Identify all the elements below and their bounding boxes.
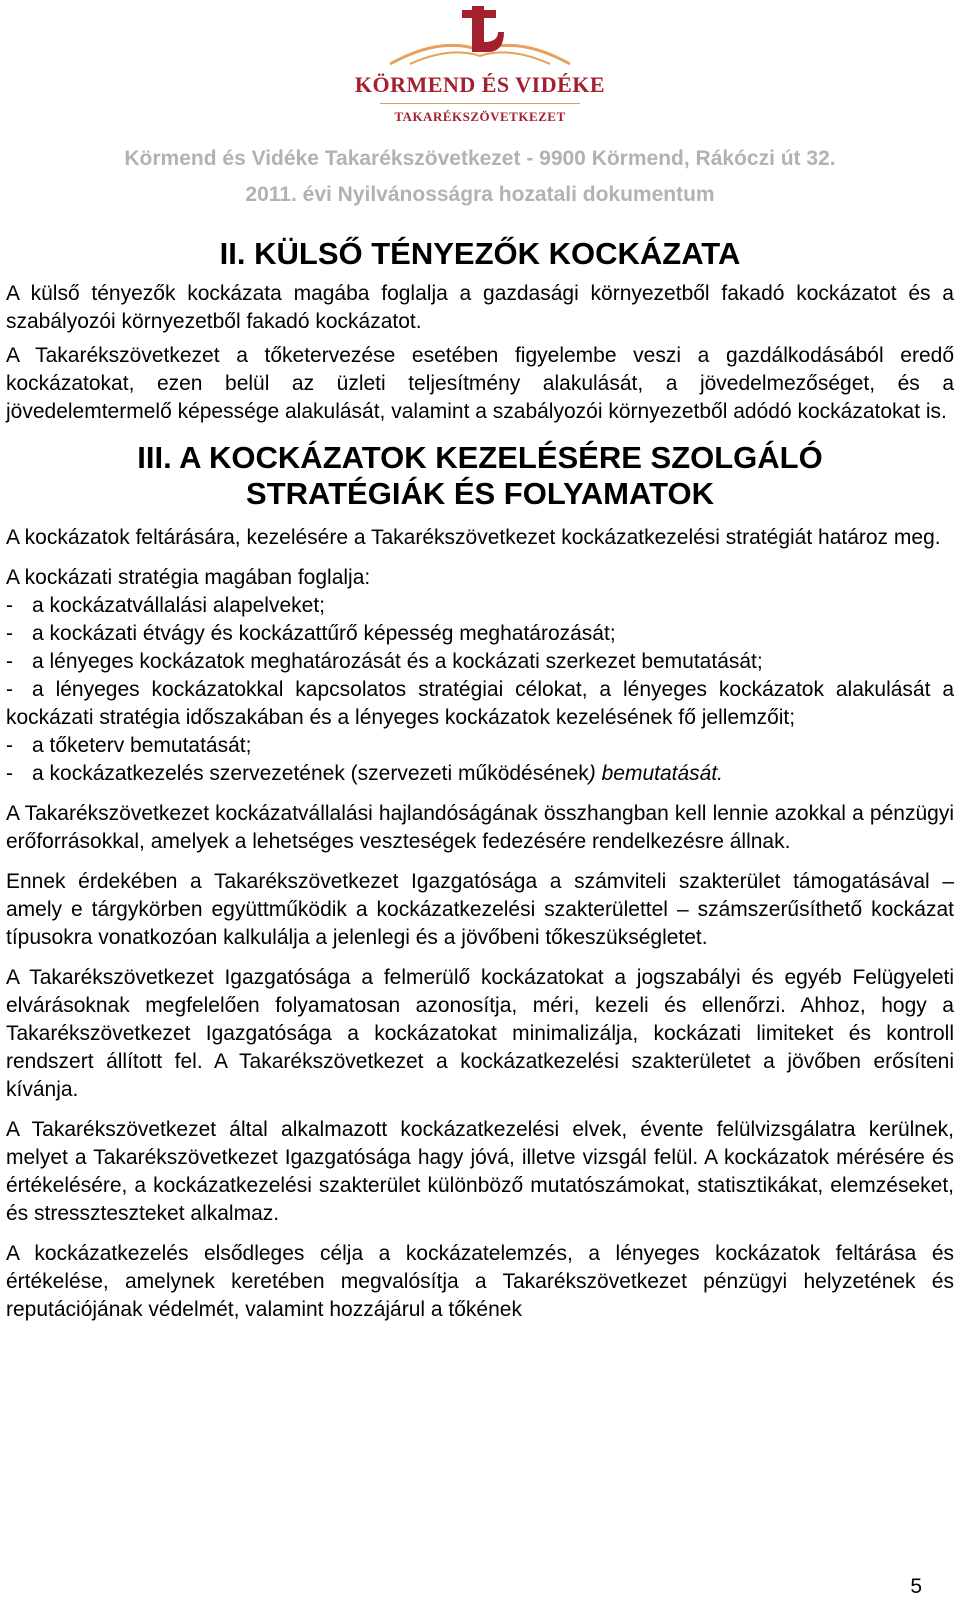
- section-3-title: [6, 440, 954, 512]
- paragraph: A Takarékszövetkezet Igazgatósága a felmerülő kockázatokat a jogszabályi és egyéb Felügyeleti elvárásoknak megfelelően folyamatosan azonosítja, méri, kezeli és ellenőrzi. Ahhoz, hogy a Takarékszövetkezet Igazgatósága a kockázatokat minimalizálja, kockázati limiteket és kontroll rendszert állított fel. A Takarékszövetkezet a kockázatkezelési szakterületet a jövőben erősíteni kívánja.: [6, 966, 954, 1101]
- section-3-title-line2: STRATÉGIÁK ÉS FOLYAMATOK: [246, 476, 714, 511]
- list-intro: A kockázati stratégia magában foglalja:: [6, 566, 371, 589]
- paragraph: A Takarékszövetkezet által alkalmazott kockázatkezelési elvek, évente felülvizsgálatra kerülnek, melyet a Takarékszövetkezet Igazgatósága hagy jóvá, illetve vizsgál felül. A kockázatok mérésére és értékelésére, a kockázatkezelési szakterület különböző mutatószámokat, statisztikákat, elemzéseket, és stressztesztеket alkalmaz.: [6, 1118, 954, 1225]
- section-3-title-line1: III. A KOCKÁZATOK KEZELÉSÉRE SZOLGÁLÓ: [137, 440, 823, 475]
- header-address: Körmend és Vidéke Takarékszövetkezet - 9900 Körmend, Rákóczi út 32.: [124, 147, 836, 170]
- list-item: - a lényeges kockázatokkal kapcsolatos stratégiai célokat, a lényeges kockázatok alakulását a kockázati stratégia időszakában és a lényeges kockázatok kezelésének fő jellemzőit;: [6, 678, 954, 729]
- list-item: - a tőketerv bemutatását;: [6, 734, 252, 757]
- list-item: - a kockázatvállalási alapelveket;: [6, 594, 325, 617]
- header-document-title: 2011. évi Nyilvánosságra hozatali dokumentum: [245, 183, 715, 206]
- list-item: - a kockázatkezelés szervezetének (szervezeti működésének) bemutatását.: [6, 762, 724, 785]
- strategy-list: [6, 592, 954, 788]
- paragraph: A Takarékszövetkezet a tőketervezése esetében figyelembe veszi a gazdálkodásából eredő kockázatokat, ezen belül az üzleti teljesítmény alakulását, a jövedelmezőséget, és a jövedelemtermelő képessége alakulását, valamint a szabályozói környezetből adódó kockázatokat is.: [6, 344, 954, 423]
- logo-name: KÖRMEND ÉS VIDÉKE: [354, 72, 606, 97]
- paragraph: A Takarékszövetkezet kockázatvállalási hajlandóságának összhangban kell lennie azokkal a pénzügyi erőforrásokkal, amelyek a lehetséges veszteségek fedezésére rendelkezésre állnak.: [6, 802, 954, 853]
- list-item: - a lényeges kockázatok meghatározását és a kockázati szerkezet bemutatását;: [6, 650, 763, 673]
- paragraph: A külső tényezők kockázata magába foglalja a gazdasági környezetből fakadó kockázatot és a szabályozói környezetből fakadó kockázatot.: [6, 282, 954, 333]
- logo: [0, 6, 960, 124]
- paragraph: Ennek érdekében a Takarékszövetkezet Igazgatósága a számviteli szakterület támogatásával – amely e tárgykörben együttműködik a kockázatkezelési szakterülettel – számszerűsíthető kockázat típusokra vonatkozóan kalkulálja a jelenlegi és a jövőbeni tőkeszükségletet.: [6, 870, 954, 949]
- list-item: - a kockázati étvágy és kockázattűrő képesség meghatározását;: [6, 622, 616, 645]
- logo-mark-icon: [380, 6, 580, 68]
- logo-divider: [380, 103, 580, 104]
- paragraph: A kockázatok feltárására, kezelésére a Takarékszövetkezet kockázatkezelési stratégiát határoz meg.: [6, 526, 941, 549]
- document-body: [6, 230, 954, 1324]
- logo-subtitle: TAKARÉKSZÖVETKEZET: [394, 109, 566, 124]
- page-number: 5: [910, 1575, 922, 1598]
- section-2-title: II. KÜLSŐ TÉNYEZŐK KOCKÁZATA: [219, 236, 741, 271]
- paragraph: A kockázatkezelés elsődleges célja a kockázatelemzés, a lényeges kockázatok feltárása és értékelése, amelynek keretében megvalósítja a Takarékszövetkezet pénzügyi helyzetének és reputációjának védelmét, valamint hozzájárul a tőkének: [6, 1242, 954, 1321]
